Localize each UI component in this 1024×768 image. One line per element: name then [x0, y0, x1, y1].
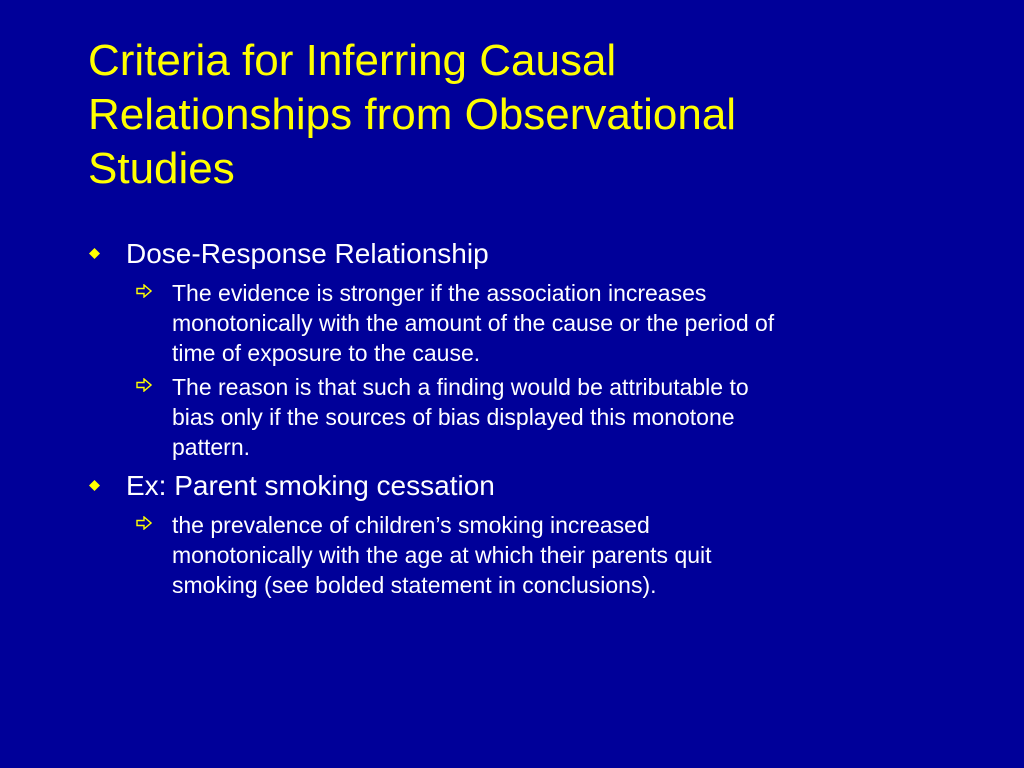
sub-bullet-line: smoking (see bolded statement in conclusions). — [172, 572, 657, 598]
bullet-text: Dose-Response Relationship — [126, 238, 489, 269]
sub-bullet-item — [172, 510, 952, 600]
sub-bullet-line: bias only if the sources of bias displayed this monotone — [172, 404, 735, 430]
bullet-item — [126, 466, 1024, 506]
title-line: Relationships from Observational — [88, 90, 737, 139]
sub-bullet-list — [0, 278, 1024, 462]
diamond-icon — [89, 480, 100, 491]
sub-bullet-list — [0, 510, 1024, 600]
sub-bullet-line: The evidence is stronger if the association increases — [172, 280, 707, 306]
sub-bullet-line: monotonically with the age at which their parents quit — [172, 542, 712, 568]
title-line: Criteria for Inferring Causal — [88, 36, 617, 85]
sub-bullet-line: time of exposure to the cause. — [172, 340, 481, 366]
slide-body — [0, 234, 1024, 604]
slide-title — [88, 34, 948, 196]
bullet-item — [126, 234, 1024, 274]
sub-bullet-line: pattern. — [172, 434, 250, 460]
title-line: Studies — [88, 144, 235, 193]
hollow-arrow-icon — [136, 284, 152, 298]
hollow-arrow-icon — [136, 516, 152, 530]
sub-bullet-line: the prevalence of children’s smoking increased — [172, 512, 650, 538]
sub-bullet-line: monotonically with the amount of the cause or the period of — [172, 310, 775, 336]
bullet-text: Ex: Parent smoking cessation — [126, 470, 495, 501]
diamond-icon — [89, 248, 100, 259]
sub-bullet-item — [172, 278, 952, 368]
hollow-arrow-icon — [136, 378, 152, 392]
sub-bullet-line: The reason is that such a finding would be attributable to — [172, 374, 749, 400]
sub-bullet-item — [172, 372, 952, 462]
